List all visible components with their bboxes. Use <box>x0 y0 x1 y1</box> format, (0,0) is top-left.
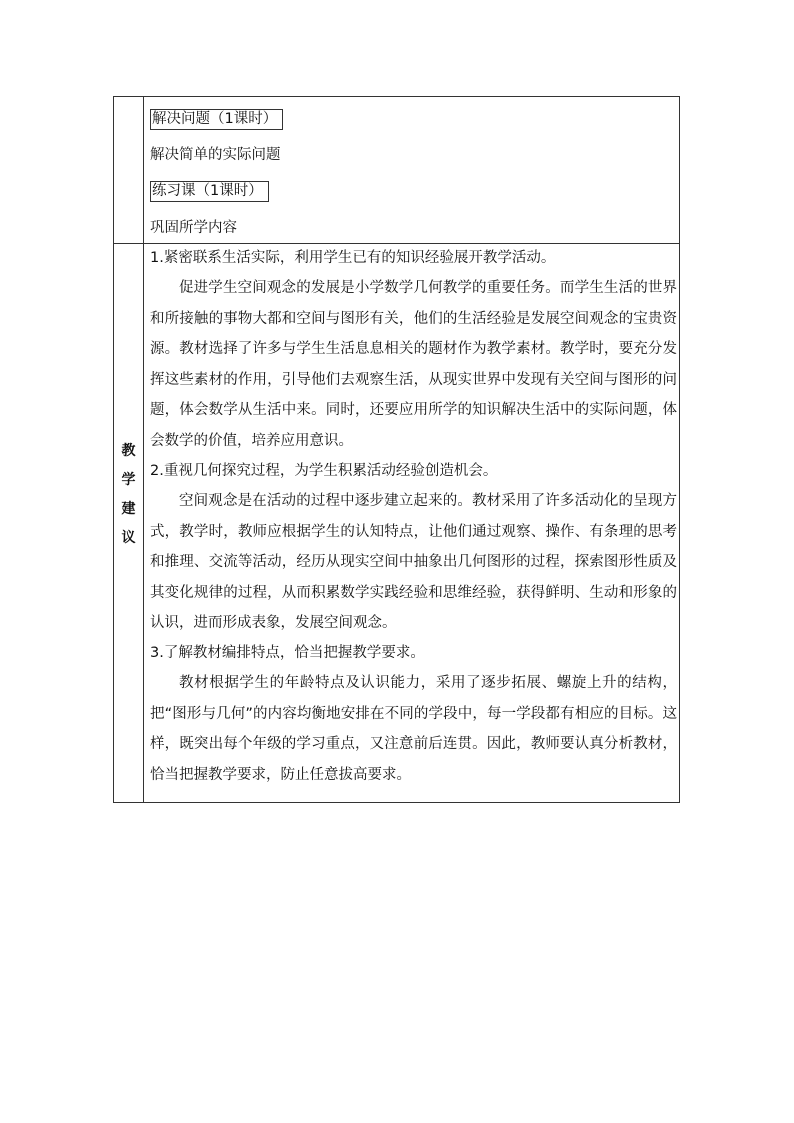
label-char: 教 <box>121 443 136 459</box>
label-char: 议 <box>121 530 136 546</box>
lesson-item-2-desc: 巩固所学内容 <box>150 220 237 236</box>
lesson-row <box>114 97 679 244</box>
lesson-item-1-title: 解决问题（1课时） <box>150 109 283 130</box>
lesson-item-2-title: 练习课（1课时） <box>150 181 269 202</box>
empty-label-cell <box>114 97 144 243</box>
suggestion-3-heading: 3.了解教材编排特点，恰当把握教学要求。 <box>150 645 425 661</box>
suggestions-label-cell <box>114 244 144 802</box>
label-char: 学 <box>121 472 136 488</box>
lesson-item-1-desc: 解决简单的实际问题 <box>150 147 281 163</box>
suggestion-1-heading: 1.紧密联系生活实际，利用学生已有的知识经验展开教学活动。 <box>150 250 556 266</box>
suggestions-label <box>114 437 143 553</box>
suggestions-row <box>114 244 679 802</box>
lesson-content-cell <box>144 97 679 243</box>
suggestion-3-body: 教材根据学生的年龄特点及认识能力，采用了逐步拓展、螺旋上升的结构，把“图形与几何”的内容均衡地安排在不同的学段中，每一学段都有相应的目标。这样，既突出每个年级的学习重点，又注意前后连贯。因此，教师要认真分析教材，恰当把握教学要求，防止任意拔高要求。 <box>150 675 677 783</box>
suggestion-2-heading: 2.重视几何探究过程，为学生积累活动经验创造机会。 <box>150 463 498 479</box>
label-char: 建 <box>121 501 136 517</box>
suggestions-content-cell <box>144 244 679 802</box>
suggestion-2-body: 空间观念是在活动的过程中逐步建立起来的。教材采用了许多活动化的呈现方式，教学时，教师应根据学生的认知特点，让他们通过观察、操作、有条理的思考和推理、交流等活动，经历从现实空间中抽象出几何图形的过程，探索图形性质及其变化规律的过程，从而积累数学实践经验和思维经验，获得鲜明、生动和形象的认识，进而形成表象，发展空间观念。 <box>150 493 677 631</box>
lesson-plan-table <box>113 96 680 803</box>
suggestion-1-body: 促进学生空间观念的发展是小学数学几何教学的重要任务。而学生生活的世界和所接触的事物大都和空间与图形有关，他们的生活经验是发展空间观念的宝贵资源。教材选择了许多与学生生活息息相关的题材作为教学素材。教学时，要充分发挥这些素材的作用，引导他们去观察生活，从现实世界中发现有关空间与图形的问题，体会数学从生活中来。同时，还要应用所学的知识解决生活中的实际问题，体会数学的价值，培养应用意识。 <box>150 280 677 449</box>
